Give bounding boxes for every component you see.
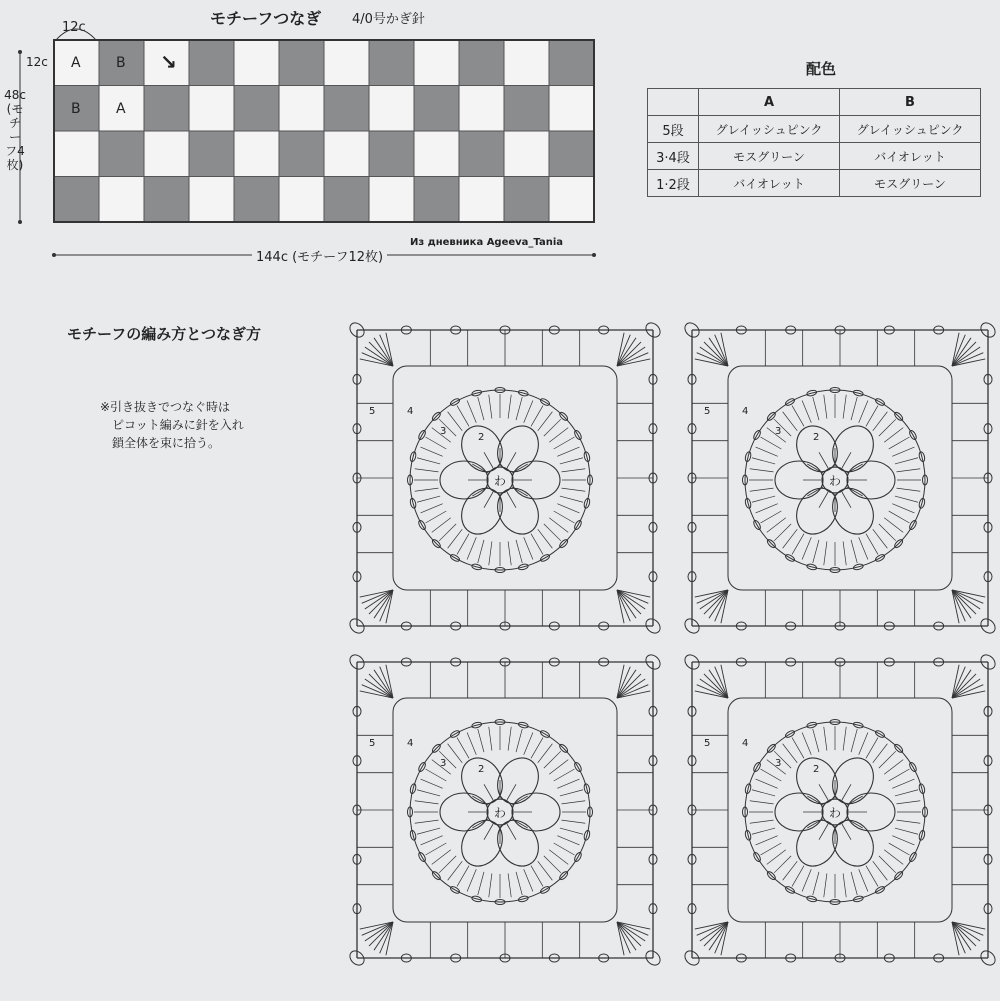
total-height-label: 48c (モチーフ4枚)	[4, 88, 26, 172]
stitch	[750, 469, 774, 472]
stitch	[457, 738, 469, 759]
stitch	[756, 504, 778, 513]
stitch	[873, 412, 888, 431]
stitch	[879, 751, 896, 768]
stitch	[866, 738, 878, 759]
stitch	[761, 843, 782, 855]
stitch	[478, 540, 484, 563]
stitch	[448, 529, 463, 548]
note-line: ピコット編みに針を入れ	[112, 418, 244, 432]
stitch	[426, 843, 447, 855]
stitch	[524, 733, 533, 755]
table-cell: モスグリーン	[699, 143, 840, 170]
stitch	[895, 496, 918, 502]
stitch	[802, 401, 811, 423]
grid-cell-label: A	[116, 100, 126, 117]
stitch	[484, 492, 493, 508]
stitch	[866, 406, 878, 427]
stitch	[432, 850, 451, 865]
stitch	[756, 447, 778, 456]
stitch	[417, 790, 440, 796]
stitch	[531, 866, 543, 887]
grid-cell-label: A	[71, 55, 81, 71]
stitch	[507, 452, 516, 468]
grid-cell-label: B	[116, 55, 126, 71]
stitch	[516, 872, 522, 895]
stitch	[843, 727, 846, 751]
stitch	[859, 537, 868, 559]
stitch	[508, 395, 511, 419]
stitch	[756, 779, 778, 788]
stitch	[538, 861, 553, 880]
stitch	[761, 437, 782, 449]
round-label: 5	[369, 738, 376, 749]
stitch	[457, 866, 469, 887]
direction-arrow: ↘	[160, 50, 177, 74]
stitch	[866, 534, 878, 555]
round-label: 3	[440, 758, 447, 769]
stitch	[774, 524, 791, 541]
stitch	[879, 419, 896, 436]
total-width-label: 144c (モチーフ12枚)	[252, 246, 387, 265]
stitch	[813, 729, 819, 752]
stitch	[507, 824, 516, 840]
stitch	[448, 744, 463, 763]
stitch	[524, 869, 533, 891]
stitch	[896, 820, 920, 823]
stitch	[531, 738, 543, 759]
stitch	[524, 537, 533, 559]
stitch	[549, 518, 568, 533]
stitch	[508, 541, 511, 565]
stitch	[824, 727, 827, 751]
stitch	[884, 850, 903, 865]
stitch	[415, 801, 439, 804]
stitch	[524, 401, 533, 423]
stitch	[889, 511, 910, 523]
stitch	[549, 760, 568, 775]
stitch	[507, 784, 516, 800]
stitch	[561, 469, 585, 472]
stitch	[538, 529, 553, 548]
stitch	[531, 534, 543, 555]
stitch	[842, 452, 851, 468]
stitch	[892, 779, 914, 788]
stitch	[879, 856, 896, 873]
round-label: 4	[742, 406, 749, 417]
stitch	[544, 856, 561, 873]
stitch	[842, 784, 851, 800]
stitch	[508, 727, 511, 751]
stitch	[369, 342, 393, 366]
stitch	[851, 540, 857, 563]
stitch	[704, 342, 728, 366]
stitch	[859, 869, 868, 891]
stitch	[457, 534, 469, 555]
round-label: 4	[407, 406, 414, 417]
stitch	[617, 674, 641, 698]
stitch	[560, 458, 583, 464]
table-header-cell: B	[840, 89, 981, 116]
stitch	[895, 790, 918, 796]
stitch	[704, 922, 728, 946]
stitch	[824, 541, 827, 565]
color-scheme-title: 配色	[806, 60, 837, 78]
stitch	[752, 496, 775, 502]
stitch	[478, 872, 484, 895]
round-label: 2	[813, 432, 820, 443]
stitch	[879, 524, 896, 541]
table-cell: 3·4段	[648, 143, 699, 170]
stitch	[892, 447, 914, 456]
stitch	[467, 537, 476, 559]
stitch	[792, 738, 804, 759]
stitch	[557, 504, 579, 513]
stitch	[467, 401, 476, 423]
stitch	[531, 406, 543, 427]
stitch	[851, 872, 857, 895]
stitch	[896, 801, 920, 804]
stitch	[873, 529, 888, 548]
stitch	[560, 790, 583, 796]
stitch	[756, 836, 778, 845]
stitch	[507, 492, 516, 508]
grid-cell-label: B	[71, 100, 81, 117]
stitch	[516, 540, 522, 563]
stitch	[896, 488, 920, 491]
stitch	[952, 590, 976, 614]
motif-height-label: 12c	[26, 55, 48, 69]
stitch	[617, 590, 641, 614]
stitch	[813, 872, 819, 895]
stitch	[895, 458, 918, 464]
stitch	[448, 861, 463, 880]
round-label: 3	[775, 758, 782, 769]
table-cell: バイオレット	[840, 143, 981, 170]
round-label: 5	[704, 738, 711, 749]
stitch	[561, 801, 585, 804]
motif-width-label: 12c	[62, 20, 86, 35]
stitch	[554, 769, 575, 781]
stitch	[554, 843, 575, 855]
round-label: 5	[369, 406, 376, 417]
stitch	[842, 492, 851, 508]
stitch	[802, 733, 811, 755]
stitch	[549, 850, 568, 865]
round-label: 2	[813, 764, 820, 775]
stitch	[761, 769, 782, 781]
stitch	[516, 729, 522, 752]
round-label: 3	[775, 426, 782, 437]
stitch	[802, 869, 811, 891]
diagram-title: モチーフの編み方とつなぎ方	[67, 325, 261, 343]
stitch	[544, 751, 561, 768]
stitch	[467, 869, 476, 891]
stitch	[767, 850, 786, 865]
stitch	[421, 836, 443, 845]
stitch	[417, 458, 440, 464]
note-line: ※引き抜きでつなぐ時は	[100, 400, 231, 414]
stitch	[783, 529, 798, 548]
stitch	[561, 820, 585, 823]
stitch	[415, 469, 439, 472]
stitch	[478, 397, 484, 420]
stitch	[421, 504, 443, 513]
stitch	[884, 518, 903, 533]
stitch	[792, 406, 804, 427]
stitch	[813, 397, 819, 420]
stitch	[859, 733, 868, 755]
center-ring-label: わ	[494, 806, 507, 820]
stitch	[544, 419, 561, 436]
stitch	[873, 861, 888, 880]
stitch	[415, 488, 439, 491]
stitch	[783, 412, 798, 431]
table-cell: モスグリーン	[840, 170, 981, 197]
stitch	[843, 541, 846, 565]
stitch	[819, 824, 828, 840]
stitch	[750, 488, 774, 491]
round-label: 5	[704, 406, 711, 417]
stitch	[421, 779, 443, 788]
stitch	[873, 744, 888, 763]
table-cell: 1·2段	[648, 170, 699, 197]
table-cell: 5段	[648, 116, 699, 143]
stitch	[802, 537, 811, 559]
stitch	[417, 496, 440, 502]
stitch	[489, 727, 492, 751]
stitch	[851, 397, 857, 420]
round-label: 4	[742, 738, 749, 749]
stitch	[538, 744, 553, 763]
stitch	[704, 590, 728, 614]
stitch	[783, 861, 798, 880]
stitch	[752, 790, 775, 796]
stitch	[489, 395, 492, 419]
stitch	[557, 447, 579, 456]
stitch	[484, 452, 493, 468]
stitch	[884, 760, 903, 775]
stitch	[895, 828, 918, 834]
note-line: 鎖全体を束に拾う。	[112, 436, 221, 450]
stitch	[889, 769, 910, 781]
stitch	[554, 511, 575, 523]
stitch	[484, 784, 493, 800]
stitch	[617, 922, 641, 946]
stitch	[851, 729, 857, 752]
layout-title: モチーフつなぎ	[210, 9, 322, 28]
stitch	[952, 342, 976, 366]
stitch	[489, 873, 492, 897]
stitch	[561, 488, 585, 491]
stitch	[417, 828, 440, 834]
stitch	[467, 733, 476, 755]
stitch	[750, 820, 774, 823]
round-label: 3	[440, 426, 447, 437]
stitch	[866, 866, 878, 887]
stitch	[752, 458, 775, 464]
stitch	[549, 428, 568, 443]
stitch	[516, 397, 522, 420]
stitch	[554, 437, 575, 449]
center-ring-label: わ	[829, 474, 842, 488]
table-cell: グレイッシュピンク	[699, 116, 840, 143]
stitch	[478, 729, 484, 752]
table-cell: バイオレット	[699, 170, 840, 197]
stitch	[819, 452, 828, 468]
stitch	[892, 504, 914, 513]
stitch	[896, 469, 920, 472]
stitch	[859, 401, 868, 423]
stitch	[843, 395, 846, 419]
stitch	[508, 873, 511, 897]
stitch	[889, 843, 910, 855]
watermark: Из дневника Ageeva_Tania	[410, 237, 563, 248]
stitch	[544, 524, 561, 541]
stitch	[813, 540, 819, 563]
stitch	[750, 801, 774, 804]
table-cell: グレイッシュピンク	[840, 116, 981, 143]
stitch	[819, 784, 828, 800]
round-label: 4	[407, 738, 414, 749]
stitch	[843, 873, 846, 897]
stitch	[842, 824, 851, 840]
stitch	[426, 511, 447, 523]
stitch	[457, 406, 469, 427]
stitch	[369, 922, 393, 946]
stitch	[819, 492, 828, 508]
stitch	[415, 820, 439, 823]
stitch	[557, 779, 579, 788]
stitch	[489, 541, 492, 565]
stitch	[774, 856, 791, 873]
stitch	[783, 744, 798, 763]
stitch	[792, 534, 804, 555]
stitch	[439, 856, 456, 873]
stitch	[761, 511, 782, 523]
stitch	[617, 342, 641, 366]
round-label: 2	[478, 764, 485, 775]
stitch	[704, 674, 728, 698]
stitch	[426, 769, 447, 781]
center-ring-label: わ	[494, 474, 507, 488]
stitch	[892, 836, 914, 845]
stitch	[767, 518, 786, 533]
stitch	[824, 873, 827, 897]
stitch	[889, 437, 910, 449]
stitch	[557, 836, 579, 845]
stitch	[752, 828, 775, 834]
stitch	[369, 674, 393, 698]
stitch	[432, 518, 451, 533]
stitch	[538, 412, 553, 431]
stitch	[421, 447, 443, 456]
motifs	[347, 320, 998, 968]
stitch	[369, 590, 393, 614]
stitch	[560, 828, 583, 834]
stitch	[439, 524, 456, 541]
hook-size-label: 4/0号かぎ針	[352, 12, 425, 27]
stitch	[448, 412, 463, 431]
round-label: 2	[478, 432, 485, 443]
stitch	[792, 866, 804, 887]
stitch	[952, 674, 976, 698]
stitch	[824, 395, 827, 419]
stitch	[560, 496, 583, 502]
center-ring-label: わ	[829, 806, 842, 820]
stitch	[952, 922, 976, 946]
stitch	[426, 437, 447, 449]
stitch	[484, 824, 493, 840]
stitch	[884, 428, 903, 443]
table-header-cell: A	[699, 89, 840, 116]
